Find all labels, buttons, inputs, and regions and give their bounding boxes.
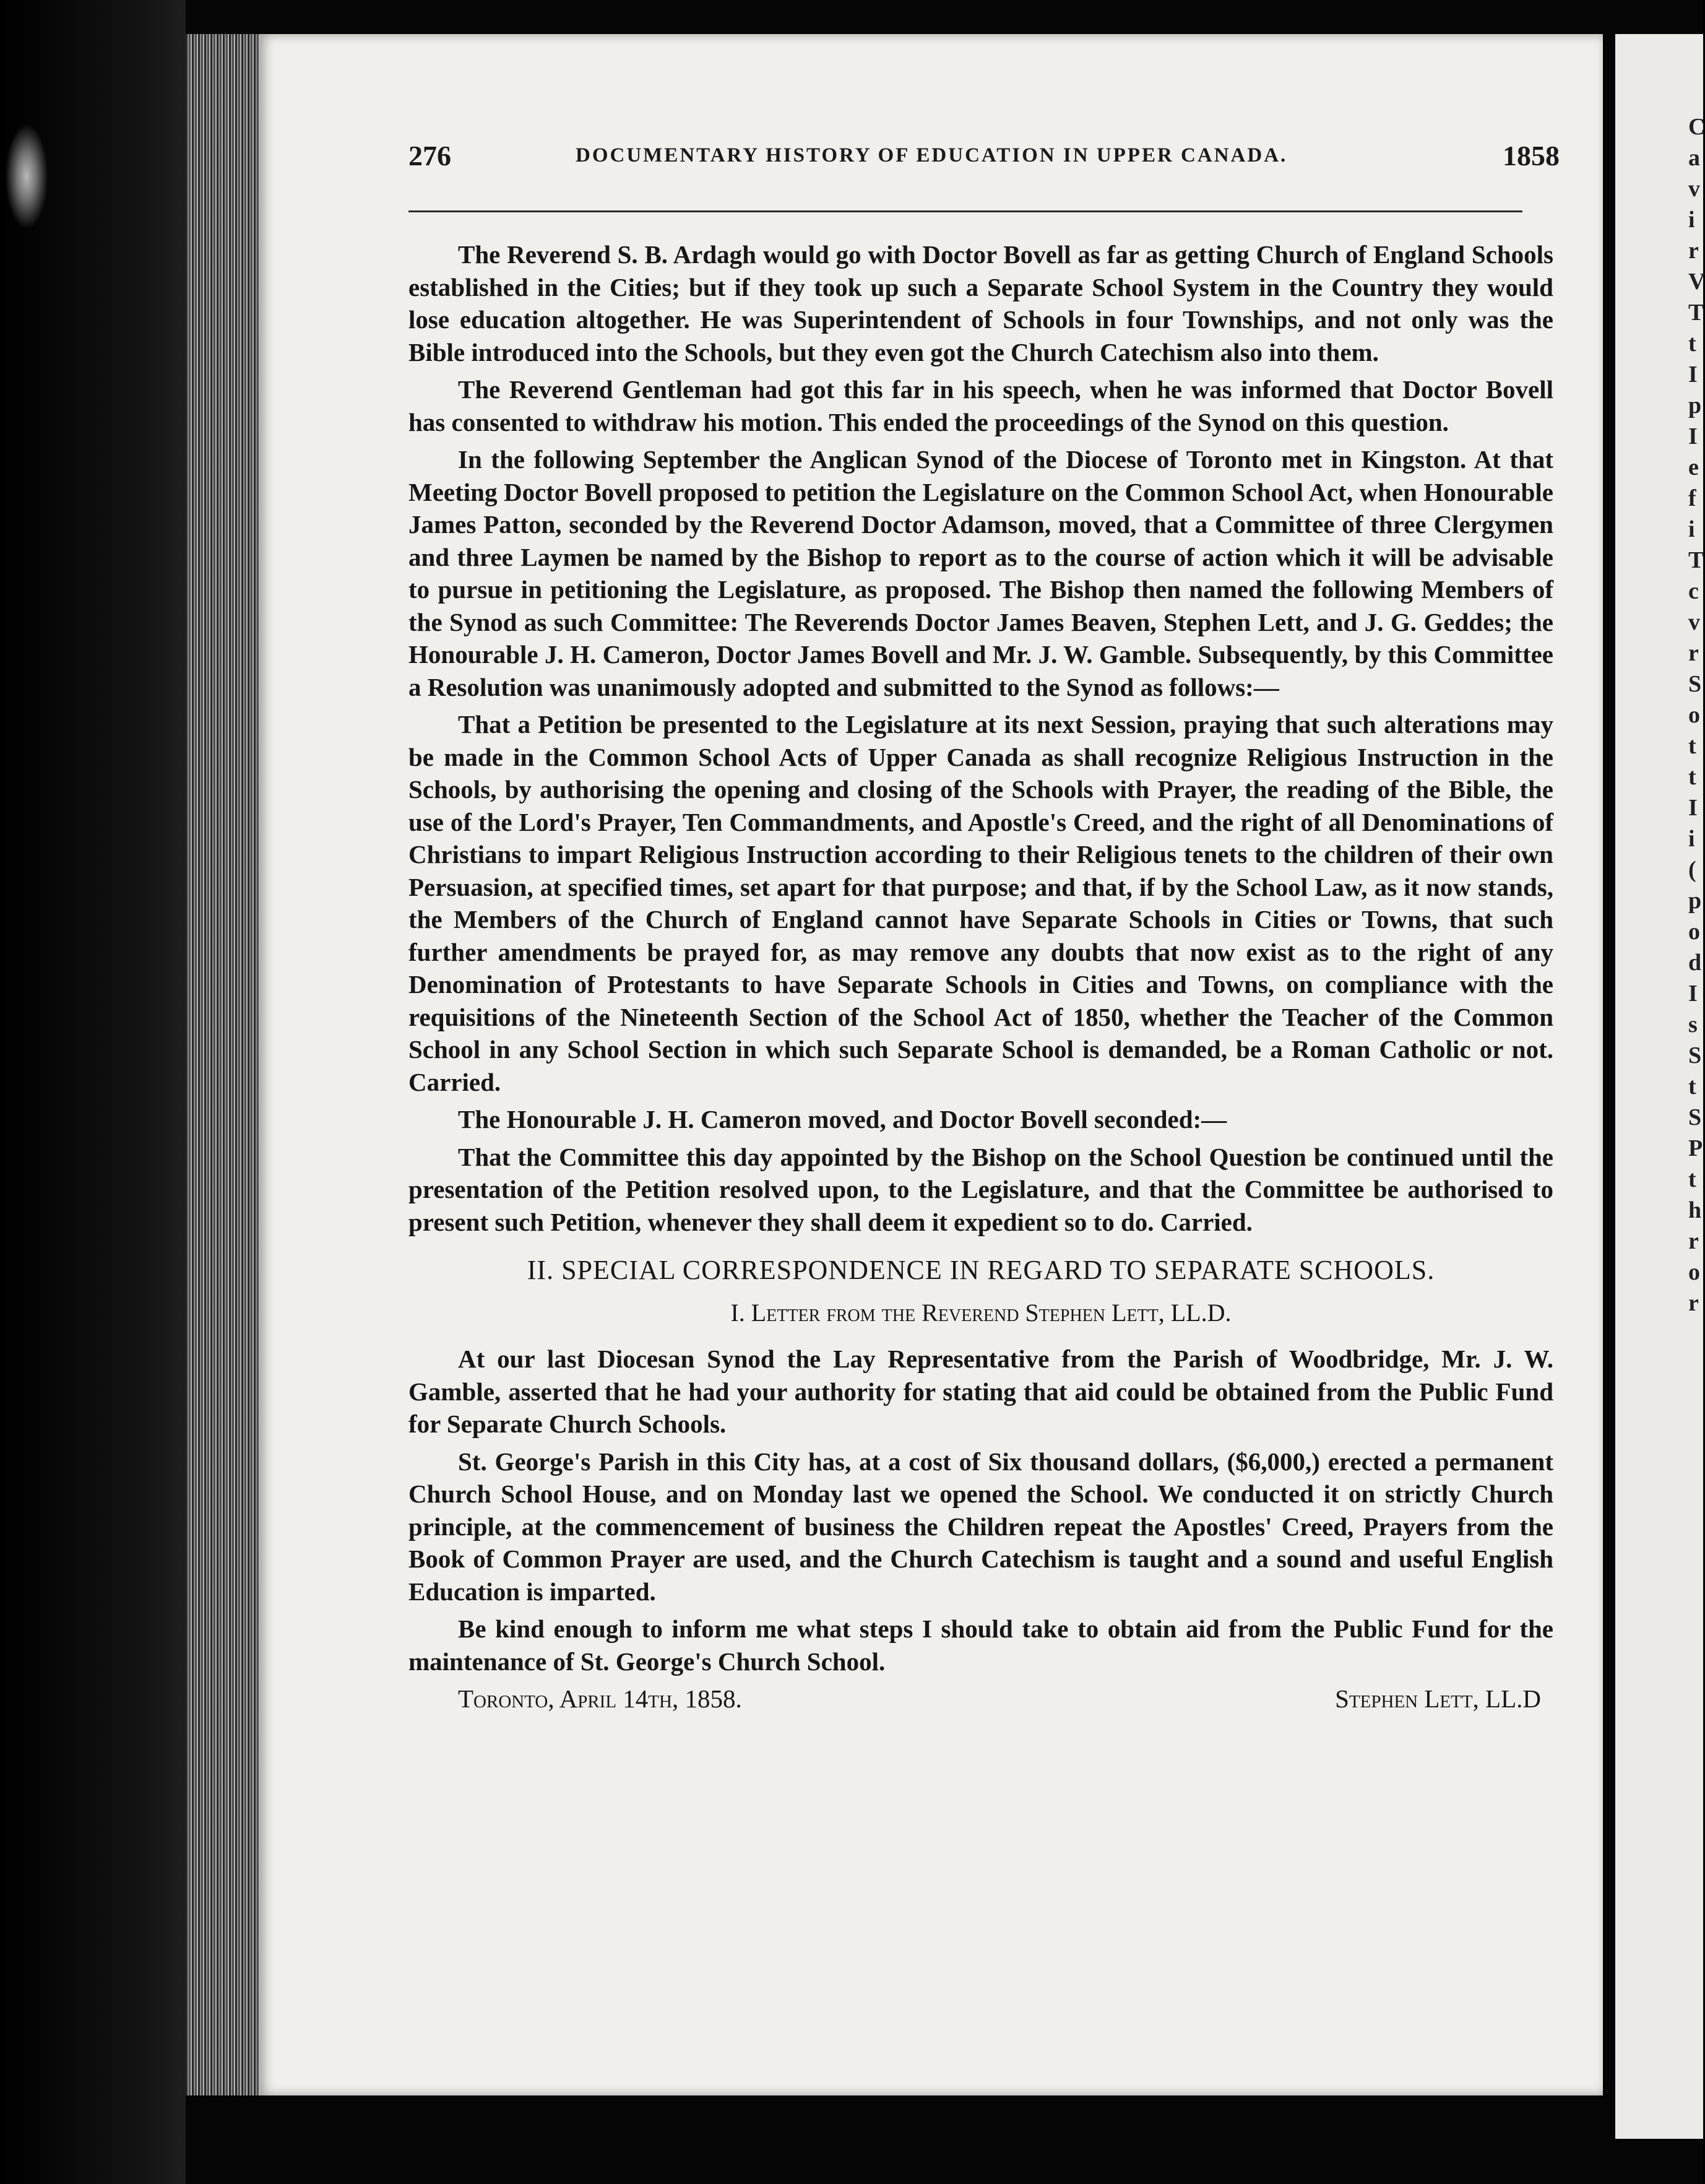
header-rule xyxy=(408,210,1522,212)
running-title: DOCUMENTARY HISTORY OF EDUCATION IN UPPER CANADA. xyxy=(576,144,1288,167)
facing-page-letter: C xyxy=(1688,114,1705,140)
facing-page-letter: v xyxy=(1688,176,1700,202)
facing-page-letter: p xyxy=(1688,888,1702,914)
letter-paragraph: St. George's Parish in this City has, at a cost of Six thousand dollars, ($6,000,) erected a permanent Church School House, and on Monday last we opened the School. We conducted it on strictly Church principle, at the commencement of business the Children repeat the Apostles' Creed, Prayers from the Book of Common Prayer are used, and the Church Catechism is taught and a sound and useful English Education is imparted. xyxy=(408,1447,1553,1606)
facing-page-letter: t xyxy=(1688,764,1696,790)
book-page-edges xyxy=(186,34,272,2095)
paragraph: The Reverend Gentleman had got this far in his speech, when he was informed that Doctor Bovell has consented to withdraw his motion. This ended the proceedings of the Synod on this question. xyxy=(408,375,1553,436)
facing-page-letter: I xyxy=(1688,795,1698,821)
facing-page-letter: h xyxy=(1688,1197,1702,1223)
facing-page-letter: r xyxy=(1688,1228,1699,1254)
book-page xyxy=(260,34,1603,2095)
resolution-paragraph: That the Committee this day appointed by the Bishop on the School Question be continued until the presentation of the Petition resolved upon, to the Legislature, and that the Committee be authorised to present such Petition, whenever they shall deem it expedient so to do. Carried. xyxy=(408,1142,1553,1236)
facing-page-letter: a xyxy=(1688,145,1700,171)
paragraph: In the following September the Anglican Synod of the Diocese of Toronto met in Kingston. At that Meeting Doctor Bovell proposed to petition the Legislature on the Common School Act, when Honourable James Patton, seconded by the Reverend Doctor Adamson, moved, that a Committee of three Clergymen and three Laymen be named by the Bishop to report as to the course of action which it will be advisable to pursue in petitioning the Legislature, as proposed. The Bishop then named the following Members of the Synod as such Committee: The Reverends Doctor James Beaven, Stephen Lett, and J. G. Geddes; the Honourable J. H. Cameron, Doctor James Bovell and Mr. J. W. Gamble. Subsequently, by this Committee a Resolution was unanimously adopted and submitted to the Synod as follows:— xyxy=(408,445,1553,701)
letter-signature-line xyxy=(408,1683,1553,1715)
facing-page-letter: v xyxy=(1688,609,1700,635)
facing-page-letter: c xyxy=(1688,578,1699,604)
section-heading: II. SPECIAL CORRESPONDENCE IN REGARD TO SEPARATE SCHOOLS. xyxy=(527,1255,1435,1285)
facing-page-letter: f xyxy=(1688,485,1696,511)
scan-artifact xyxy=(5,124,48,229)
page-number: 276 xyxy=(408,140,451,171)
facing-page-letter: e xyxy=(1688,454,1699,480)
facing-page-letter: ( xyxy=(1688,857,1696,883)
scan-background xyxy=(0,0,186,2184)
letter-heading: I. Letter from the Reverend Stephen Lett, LL.D. xyxy=(730,1298,1232,1327)
resolution-paragraph: That a Petition be presented to the Legislature at its next Session, praying that such alterations may be made in the Common School Acts of Upper Canada as shall recognize Religious Instruction in the Schools, by authorising the opening and closing of the Schools with Prayer, the reading of the Bible, the use of the Lord's Prayer, Ten Commandments, and Apostle's Creed, and the right of all Denominations of Christians to impart Religious Instruction according to their Religious tenets to the children of their own Persuasion, at specified times, set apart for that purpose; and that, if by the School Law, as it now stands, the Members of the Church of England cannot have Separate Schools in Cities or Towns, that such further amendments be prayed for, as may remove any doubts that now exist as to the right of any Denomination of Protestants to have Separate Schools in Cities and Towns, on compliance with the requisitions of the Nineteenth Section of the School Act of 1850, whether the Teacher of the Common School in any School Section in which such Separate School is demanded, be a Roman Catholic or not. Carried. xyxy=(408,710,1553,1096)
facing-page-letter: r xyxy=(1688,640,1699,666)
facing-page-letter: T xyxy=(1688,547,1704,573)
facing-page-letter: p xyxy=(1688,392,1702,418)
facing-page-letter: r xyxy=(1688,1290,1699,1316)
facing-page-letter: i xyxy=(1688,207,1695,233)
facing-page-letter: s xyxy=(1688,1012,1698,1038)
facing-page-letter: T xyxy=(1688,300,1704,326)
page-body xyxy=(408,238,1553,1715)
facing-page-letter: S xyxy=(1688,1042,1702,1068)
facing-page-letter: r xyxy=(1688,238,1699,264)
facing-page-letter: o xyxy=(1688,1259,1700,1285)
facing-page-letter: i xyxy=(1688,516,1695,542)
paragraph: The Honourable J. H. Cameron moved, and Doctor Bovell seconded:— xyxy=(458,1105,1227,1133)
facing-page-letter: I xyxy=(1688,423,1698,449)
header-year: 1858 xyxy=(1503,140,1560,171)
place-date: Toronto, April 14th, 1858. xyxy=(458,1684,742,1713)
facing-page-letter: i xyxy=(1688,826,1695,852)
facing-page-letter: S xyxy=(1688,671,1702,697)
facing-page-letter: d xyxy=(1688,950,1702,976)
facing-page-letter: t xyxy=(1688,733,1696,759)
facing-page-letter: P xyxy=(1688,1135,1703,1161)
facing-page-letter: I xyxy=(1688,981,1698,1007)
letter-paragraph: Be kind enough to inform me what steps I should take to obtain aid from the Public Fund for the maintenance of St. George's Church School. xyxy=(408,1614,1553,1676)
signature: Stephen Lett, LL.D xyxy=(1335,1684,1541,1713)
facing-page-letter: I xyxy=(1688,362,1698,388)
facing-page-letter: o xyxy=(1688,702,1700,728)
facing-page-letter: o xyxy=(1688,919,1700,945)
letter-paragraph: At our last Diocesan Synod the Lay Representative from the Parish of Woodbridge, Mr. J. W. Gamble, asserted that he had your authority for stating that aid could be obtained from the Public Fund for Separate Church Schools. xyxy=(408,1345,1553,1438)
running-header xyxy=(408,139,1560,189)
facing-page-text-fragment xyxy=(1688,111,1705,1319)
facing-page-letter: V xyxy=(1688,269,1705,295)
facing-page-letter: t xyxy=(1688,331,1696,357)
facing-page-letter: t xyxy=(1688,1073,1696,1099)
facing-page-letter: S xyxy=(1688,1104,1702,1130)
paragraph: The Reverend S. B. Ardagh would go with Doctor Bovell as far as getting Church of England Schools established in the Cities; but if they took up such a Separate School System in the Country they would lose education altogether. He was Superintendent of Schools in four Townships, and not only was the Bible introduced into the Schools, but they even got the Church Catechism also into them. xyxy=(408,240,1553,366)
facing-page-letter: t xyxy=(1688,1166,1696,1192)
